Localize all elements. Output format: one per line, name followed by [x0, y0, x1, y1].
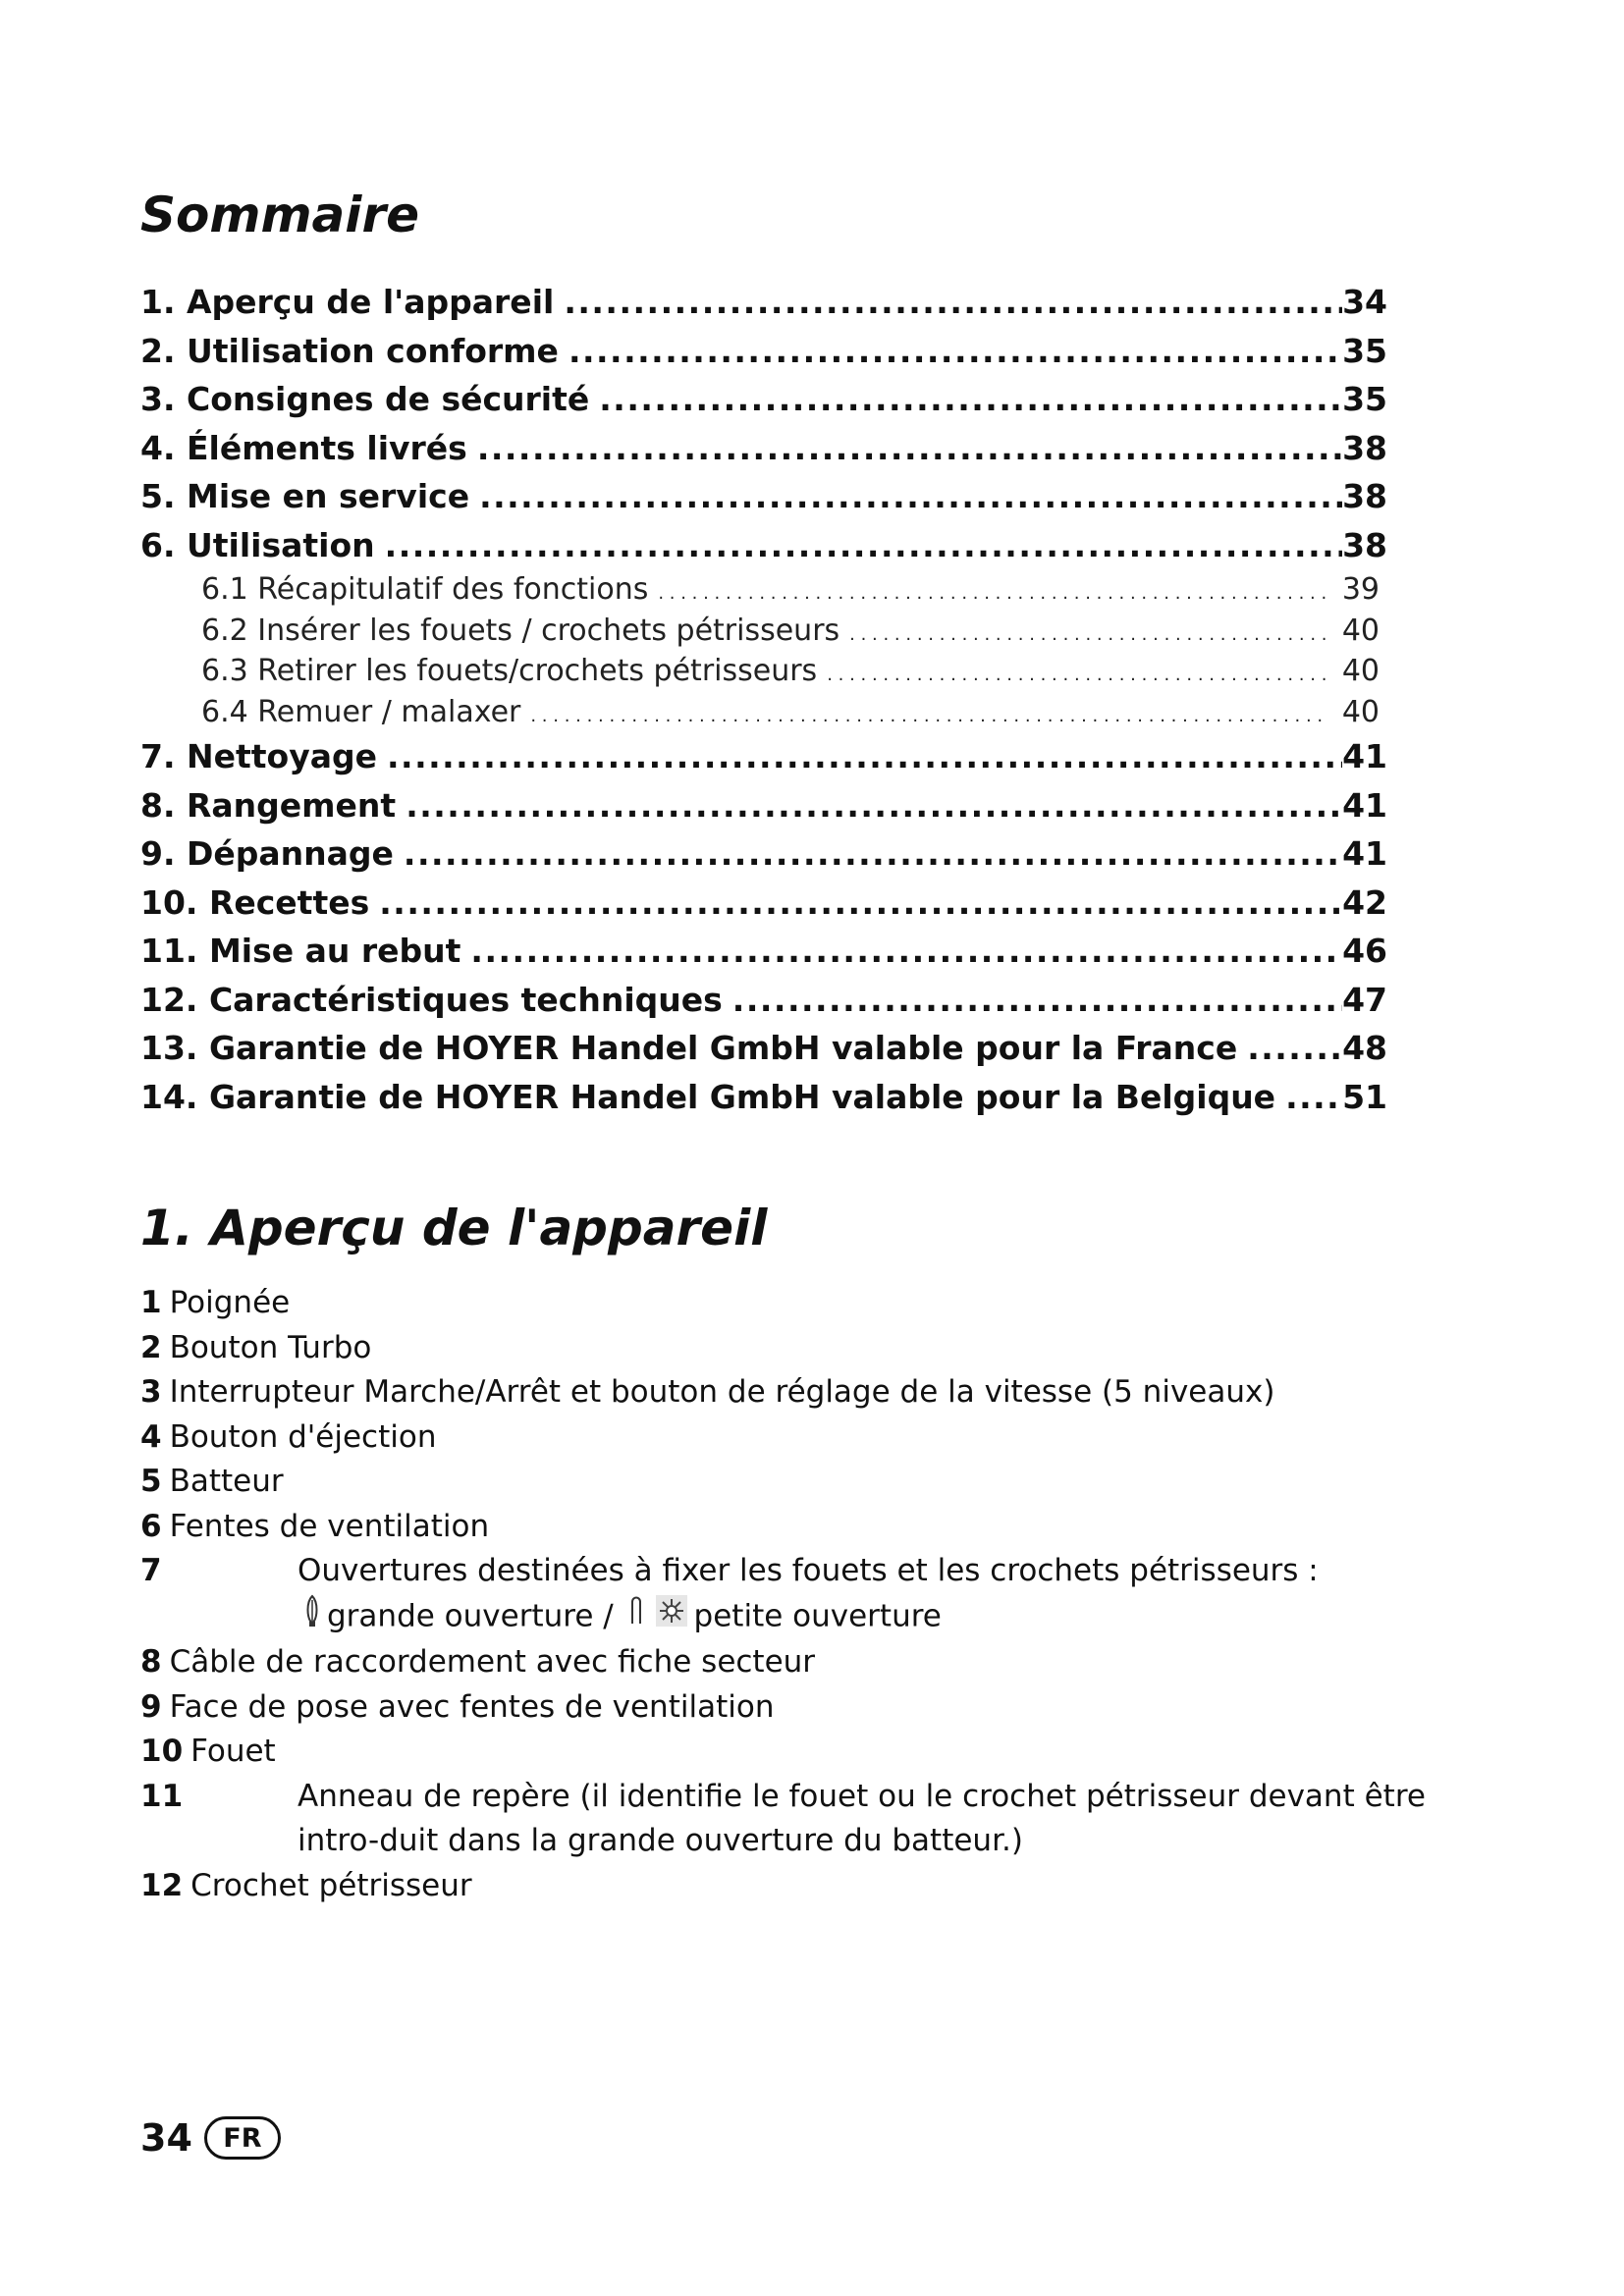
- toc-entry-label: 13. Garantie de HOYER Handel GmbH valable pour la France: [140, 1029, 1238, 1067]
- part-number: 5: [140, 1464, 162, 1499]
- part-number: 1: [140, 1285, 162, 1320]
- toc-entry-label: 6.2 Insérer les fouets / crochets pétrisseurs: [201, 613, 840, 648]
- toc-entry-page: 35: [1342, 331, 1387, 370]
- section-title: 1. Aperçu de l'appareil: [140, 1200, 768, 1256]
- dot-leader: [379, 879, 1342, 928]
- part-text: Crochet pétrisseur: [190, 1867, 472, 1903]
- toc-entry-label: 5. Mise en service: [140, 477, 470, 515]
- toc-entry[interactable]: [140, 1024, 1387, 1073]
- toc-subentry[interactable]: [140, 651, 1380, 692]
- toc-entry-label: 8. Rangement: [140, 785, 397, 825]
- dot-leader: [568, 327, 1342, 376]
- part-text: Câble de raccordement avec fiche secteur: [169, 1644, 816, 1680]
- part-number: 8: [140, 1644, 162, 1680]
- part-text: Ouvertures destinées à fixer les fouets et les crochets pétrisseurs :: [298, 1553, 1319, 1588]
- part-number: 2: [140, 1329, 162, 1365]
- toc-entry-label: 6. Utilisation: [140, 525, 375, 564]
- part-number: 6: [140, 1508, 162, 1544]
- toc-entry-label: 7. Nettoyage: [140, 737, 377, 775]
- dot-leader: [477, 424, 1342, 473]
- part-text: Anneau de repère (il identifie le fouet ou le crochet pétrisseur devant être intro-duit dans la grande ouverture du batteur.): [298, 1778, 1426, 1858]
- toc-entry-page: 46: [1342, 932, 1387, 970]
- dot-leader: [470, 927, 1342, 976]
- dot-leader: [849, 611, 1328, 656]
- toc-entry[interactable]: [140, 278, 1387, 327]
- part-text: Batteur: [169, 1464, 284, 1499]
- toc-entry-page: 38: [1342, 525, 1387, 564]
- toc-entry-label: 3. Consignes de sécurité: [140, 380, 590, 418]
- toc-entry-page: 41: [1342, 834, 1387, 873]
- dot-leader: [732, 976, 1342, 1025]
- toc-entry[interactable]: [140, 927, 1387, 976]
- toc-entry[interactable]: [140, 1073, 1387, 1122]
- toc-entry-page: 48: [1342, 1029, 1387, 1067]
- part-number: 10: [140, 1734, 184, 1769]
- toc-entry[interactable]: [140, 472, 1387, 521]
- toc-entry-label: 11. Mise au rebut: [140, 932, 461, 970]
- toc-entry[interactable]: [140, 829, 1387, 879]
- toc-entry-page: 40: [1341, 613, 1380, 648]
- dot-leader: [599, 375, 1342, 424]
- toc-subentry[interactable]: [140, 569, 1380, 611]
- part-text: petite ouverture: [693, 1597, 942, 1633]
- dot-leader: [387, 732, 1342, 781]
- toc-entry-page: 38: [1342, 428, 1387, 467]
- part-number: 9: [140, 1688, 162, 1725]
- part-number: 7: [140, 1553, 162, 1588]
- part-text: grande ouverture /: [327, 1597, 614, 1633]
- part-item: [140, 1370, 1446, 1415]
- toc-entry-page: 40: [1341, 654, 1380, 688]
- toc-entry[interactable]: [140, 781, 1387, 830]
- dot-leader: [658, 569, 1327, 614]
- dot-leader: [406, 781, 1342, 830]
- toc-entry-page: 51: [1342, 1077, 1387, 1116]
- part-text: Fouet: [190, 1734, 276, 1769]
- part-item: [140, 1460, 1446, 1505]
- toc-title: Sommaire: [140, 187, 420, 243]
- toc-entry-label: 9. Dépannage: [140, 834, 394, 873]
- dot-leader: [479, 472, 1342, 521]
- dot-leader: [530, 692, 1327, 737]
- toc-entry-page: 35: [1342, 380, 1387, 418]
- part-item: [140, 1549, 1446, 1640]
- toc-entry-label: 10. Recettes: [140, 882, 370, 922]
- part-number: 4: [140, 1418, 162, 1455]
- part-item: [140, 1326, 1446, 1371]
- toc-entry-label: 4. Éléments livrés: [140, 428, 467, 467]
- part-text: Fentes de ventilation: [169, 1508, 490, 1544]
- part-text: Poignée: [169, 1285, 291, 1320]
- part-text-block: [298, 1549, 1446, 1640]
- part-item: [140, 1415, 1446, 1461]
- table-of-contents: [140, 278, 1387, 1121]
- toc-entry[interactable]: [140, 879, 1387, 928]
- toc-entry-label: 6.4 Remuer / malaxer: [201, 694, 521, 729]
- toc-entry[interactable]: [140, 375, 1387, 424]
- toc-entry-page: 34: [1342, 283, 1387, 321]
- toc-entry-page: 47: [1342, 980, 1387, 1019]
- toc-entry-page: 40: [1341, 694, 1380, 729]
- toc-entry-page: 41: [1342, 785, 1387, 825]
- page-footer: [140, 2116, 281, 2160]
- dot-leader: [1285, 1073, 1342, 1122]
- part-item: [140, 1775, 1446, 1864]
- language-badge: FR: [204, 2116, 281, 2160]
- part-text: Face de pose avec fentes de ventilation: [169, 1688, 775, 1725]
- part-item: [140, 1640, 1446, 1685]
- toc-entry[interactable]: [140, 327, 1387, 376]
- part-item: [140, 1685, 1446, 1731]
- toc-entry-label: 1. Aperçu de l'appareil: [140, 283, 555, 321]
- toc-entry-page: 38: [1342, 477, 1387, 515]
- toc-entry[interactable]: [140, 976, 1387, 1025]
- toc-entry-label: 14. Garantie de HOYER Handel GmbH valable pour la Belgique: [140, 1077, 1276, 1116]
- parts-list: [140, 1281, 1446, 1908]
- toc-entry[interactable]: [140, 732, 1387, 781]
- toc-entry-label: 2. Utilisation conforme: [140, 331, 559, 370]
- part-item: [140, 1864, 1446, 1909]
- whisk-small-icon: [629, 1594, 643, 1641]
- toc-entry-page: 41: [1342, 737, 1387, 775]
- toc-entry-label: 6.1 Récapitulatif des fonctions: [201, 572, 649, 607]
- toc-entry[interactable]: [140, 424, 1387, 473]
- toc-entry-label: 6.3 Retirer les fouets/crochets pétrisseurs: [201, 654, 818, 688]
- star-mark-icon: [655, 1594, 688, 1641]
- part-item: [140, 1281, 1446, 1326]
- part-number: 3: [140, 1374, 162, 1410]
- part-item: [140, 1730, 1446, 1775]
- dot-leader: [564, 278, 1342, 327]
- part-text: Interrupteur Marche/Arrêt et bouton de réglage de la vitesse (5 niveaux): [169, 1374, 1275, 1410]
- dot-leader: [404, 829, 1342, 879]
- toc-entry-label: 12. Caractéristiques techniques: [140, 980, 723, 1019]
- part-text: Bouton d'éjection: [169, 1418, 437, 1455]
- toc-entry-page: 39: [1341, 572, 1380, 607]
- toc-entry[interactable]: [140, 521, 1387, 570]
- dot-leader: [1247, 1024, 1342, 1073]
- dot-leader: [385, 521, 1342, 570]
- dot-leader: [827, 651, 1328, 696]
- page-number: 34: [140, 2116, 192, 2160]
- toc-subentry[interactable]: [140, 611, 1380, 652]
- part-item: [140, 1505, 1446, 1550]
- part-number: 12: [140, 1867, 184, 1903]
- toc-entry-page: 42: [1342, 882, 1387, 922]
- part-number: 11: [140, 1778, 184, 1814]
- whisk-large-icon: [303, 1594, 321, 1641]
- toc-subentry[interactable]: [140, 692, 1380, 733]
- part-text: Bouton Turbo: [169, 1329, 372, 1365]
